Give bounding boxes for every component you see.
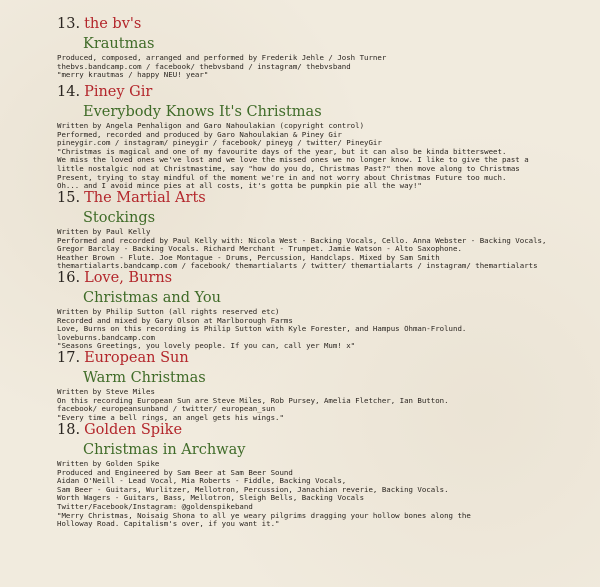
credit-line: Written by Paul Kelly bbox=[57, 228, 151, 236]
track-18 bbox=[57, 420, 592, 529]
credit-line: "Seasons Greetings, you lovely people. If you can, call yer Mum! x" bbox=[57, 342, 356, 351]
track-16 bbox=[57, 268, 592, 351]
track-artist: Golden Spike bbox=[84, 422, 183, 438]
track-song-title: Christmas in Archway bbox=[83, 442, 246, 458]
track-15 bbox=[57, 188, 592, 271]
track-number: 14. bbox=[57, 84, 81, 100]
credit-line: Performed, recorded and produced by Garo Nahoulakian & Piney Gir bbox=[57, 130, 342, 139]
track-number: 15. bbox=[57, 190, 81, 206]
credit-line: "merry krautmas / happy NEU! year" bbox=[57, 71, 209, 80]
credit-line: facebook/ europeansunband / twitter/ european_sun bbox=[57, 405, 276, 414]
track-14 bbox=[57, 82, 592, 191]
track-song-title: Krautmas bbox=[83, 36, 155, 52]
credit-line: Produced, composed, arranged and performed by Frederik Jehle / Josh Turner bbox=[57, 54, 387, 62]
track-number: 16. bbox=[57, 270, 81, 286]
credit-line: themartialarts.bandcamp.com / facebook/ themartialarts / twitter/ themartialarts / instagram/ themartialarts bbox=[57, 262, 538, 271]
credit-line: Gregor Barclay - Backing Vocals. Richard Merchant - Trumpet. Jamie Watson - Alto Saxophone. bbox=[57, 245, 462, 254]
credit-line: "Christmas is magical and one of my favourite days of the year, but it can also be kinda bittersweet. bbox=[57, 147, 507, 156]
credit-line: On this recording European Sun are Steve Miles, Rob Pursey, Amelia Fletcher, Ian Button. bbox=[57, 396, 449, 405]
track-song-title: Christmas and You bbox=[83, 290, 221, 306]
credit-line: Oh... and I avoid mince pies at all costs, it's gotta be pumpkin pie all the way!" bbox=[57, 182, 422, 191]
credit-line: Written by Philip Sutton (all rights reserved etc) bbox=[57, 308, 280, 316]
track-song-title: Everybody Knows It's Christmas bbox=[83, 104, 322, 120]
credit-line: Holloway Road. Capitalism's over, if you want it." bbox=[57, 520, 280, 529]
credit-line: Written by Angela Penhaligon and Garo Nahoulakian (copyright control) bbox=[57, 122, 365, 130]
track-heading bbox=[57, 188, 592, 208]
credit-line: loveburns.bandcamp.com bbox=[57, 333, 155, 342]
track-heading bbox=[57, 268, 592, 288]
credit-line: Worth Wagers - Guitars, Bass, Mellotron, Sleigh Bells, Backing Vocals bbox=[57, 494, 365, 503]
credit-line: little nostalgic nod at Christmastime, say "how do you do, Christmas Past?" then move along to Christmas bbox=[57, 164, 520, 173]
credit-line: "Every time a bell rings, an angel gets his wings." bbox=[57, 413, 284, 422]
track-heading bbox=[57, 348, 592, 368]
credit-line: Written by Steve Miles bbox=[57, 388, 155, 396]
track-song-title: Warm Christmas bbox=[83, 370, 206, 386]
credit-line: "Merry Christmas, Noisaig Shona to all ye weary pilgrims dragging your hollow bones along the bbox=[57, 511, 471, 520]
track-artist: the bv's bbox=[84, 16, 142, 32]
credit-line: Love, Burns on this recording is Philip Sutton with Kyle Forester, and Hampus Öhman-Frolund. bbox=[57, 325, 467, 334]
track-number: 18. bbox=[57, 422, 81, 438]
credit-line: Heather Brown - Flute. Joe Montague - Drums, Percussion, Handclaps. Mixed by Sam Smith bbox=[57, 253, 440, 262]
credit-line: Sam Beer - Guitars, Wurlitzer, Mellotron, Percussion, Janachian reverie, Backing Vocals. bbox=[57, 485, 449, 494]
credit-line: thebvs.bandcamp.com / facebook/ thebvsband / instagram/ thebvsband bbox=[57, 62, 351, 71]
track-artist: Love, Burns bbox=[84, 270, 173, 286]
track-heading bbox=[57, 14, 592, 34]
track-artist: The Martial Arts bbox=[84, 190, 206, 206]
credit-line: Aidan O'Neill - Lead Vocal, Mia Roberts - Fiddle, Backing Vocals, bbox=[57, 477, 347, 486]
track-number: 17. bbox=[57, 350, 81, 366]
track-heading bbox=[57, 82, 592, 102]
credit-line: pineygir.com / instagram/ pineygir / facebook/ pineyg / twitter/ PineyGir bbox=[57, 139, 382, 148]
credit-line: Present, trying to stay mindful of the moment we're in and not worry about Christmas Future too much. bbox=[57, 173, 507, 182]
track-number: 13. bbox=[57, 16, 81, 32]
credit-line: Recorded and mixed by Gary Olson at Marlborough Farms bbox=[57, 316, 293, 325]
track-artist: Piney Gir bbox=[84, 84, 153, 100]
track-17 bbox=[57, 348, 592, 422]
credit-line: Written by Golden Spike bbox=[57, 460, 160, 468]
credit-line: Performed and recorded by Paul Kelly with: Nicola West - Backing Vocals, Cello. Anna Webster - Backing Vocals, bbox=[57, 236, 547, 245]
track-13 bbox=[57, 14, 592, 80]
track-artist: European Sun bbox=[84, 350, 189, 366]
track-heading bbox=[57, 420, 592, 440]
track-song-title: Stockings bbox=[83, 210, 156, 226]
credit-line: Twitter/Facebook/Instagram: @goldenspikeband bbox=[57, 502, 253, 511]
credit-line: We miss the loved ones we've lost and we love the missed ones we no longer know. I like to give the past a bbox=[57, 156, 529, 165]
credit-line: Produced and Engineered by Sam Beer at Sam Beer Sound bbox=[57, 468, 293, 477]
